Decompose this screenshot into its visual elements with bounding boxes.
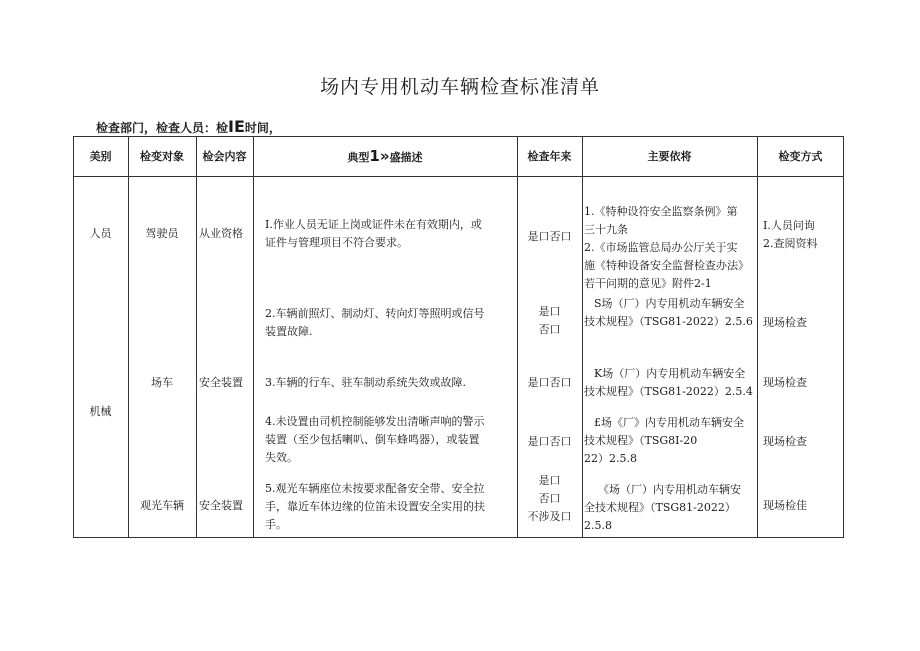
method-line: 2.查阅资料 [763,237,818,250]
meta-prefix: 检查部门，检查人员：检 [96,121,229,135]
meta-big-text: IE [228,117,245,136]
basis-line: K场（厂）内专用机动车辆安全 [594,367,746,380]
desc-line: 3.车辆的行车、驻车制动系统失效或故障. [265,376,466,389]
row3-object: 场车 [151,376,173,389]
row4-method: 现场检查 [763,435,807,448]
header-desc-suffix: 盛描述 [389,151,423,164]
row3-content: 安全装置 [199,376,243,389]
row3-result-checkbox[interactable]: 是口否口 [527,376,572,389]
document-title: 场内专用机动车辆检查标准清单 [319,76,600,98]
row2-description [265,305,485,341]
header-content: 检会内容 [202,150,247,163]
row5-method: 现场检佳 [763,499,807,512]
desc-line: 手，靠近车体边缘的位笛未设置安全实用的扶 [265,500,485,513]
basis-line: 施《特种设备安全监督检查办法》 [584,259,749,272]
basis-line: 1.《特种设符安全监察条例》第 [584,205,738,218]
basis-line: 技术规程》（TSG81-2022）2.5.6 [584,315,753,328]
row3-method: 现场检查 [763,376,807,389]
row5-basis [584,481,741,535]
row1-category: 人员 [89,227,112,240]
method-line: I.人员问询 [763,219,815,232]
basis-line: 技术规程》（TSG8I-20 [584,434,698,447]
basis-line: 《场（厂）内专用机动车辆安 [598,483,741,496]
row2-method: 现场检查 [763,316,807,329]
row3-description [265,374,466,392]
row3-basis [584,365,753,401]
row5-result-checkbox[interactable] [517,472,582,526]
basis-line: 三十九条 [584,223,628,236]
row2-result-checkbox[interactable] [517,303,582,339]
desc-line: 失效。 [265,451,298,464]
grid-line [757,136,758,538]
desc-line: 4.未设置由司机控制能够发出清晰声响的警示 [265,415,485,428]
inspection-meta-line [96,117,281,136]
result-yes[interactable]: 是口 [538,305,561,318]
basis-line: 2.5.8 [584,519,612,532]
header-method: 检变方式 [778,150,823,163]
grid-line [73,176,844,177]
grid-line [582,136,583,538]
result-yes[interactable]: 是口 [538,474,561,487]
grid-line [253,136,254,538]
row1-description [265,216,482,252]
result-not-applicable[interactable]: 不涉及口 [527,510,572,523]
desc-line: 装置故障. [265,325,313,338]
row1-content: 从业资格 [199,227,243,240]
row1-object: 驾驶员 [145,227,179,240]
row4-result-checkbox[interactable]: 是口否口 [527,435,572,448]
desc-line: I.作业人员无证上岗或证件未在有效期内，或 [265,218,482,231]
basis-line: 22）2.5.8 [584,452,637,465]
basis-line: 全技术规程》（TSG81-2022） [584,501,736,514]
row5-object: 观光车辆 [140,499,184,512]
desc-line: 2.车辆前照灯、制动灯、转向灯等照明或信号 [265,307,485,320]
grid-line [128,136,129,538]
header-desc-prefix: 典型 [347,151,370,164]
row1-method [763,217,818,253]
header-object: 检变对象 [140,150,184,163]
header-category: 美别 [89,150,112,163]
row1-result-checkbox[interactable]: 是口否口 [527,230,572,243]
result-no[interactable]: 否口 [538,492,561,505]
desc-line: 证件与管理项目不符合要求。 [265,236,408,249]
header-result: 检查年来 [527,150,572,163]
basis-line: 2.《市场监管总局办公厅关于实 [584,241,738,254]
row5-content: 安全装置 [199,499,243,512]
result-no[interactable]: 否口 [538,323,561,336]
desc-line: 手。 [265,518,287,531]
row1-basis [584,203,749,293]
grid-line [196,136,197,538]
basis-line: 若干问期的意见》附件2-1 [584,277,712,290]
header-description [253,147,517,167]
header-desc-big: 1» [369,147,390,165]
desc-line: 装置（至少包括喇叭、倒车蜂鸣器），或装置 [265,433,480,446]
row5-description [265,480,485,534]
row4-description [265,413,485,467]
row2-basis [584,295,753,331]
basis-line: £场《厂》内专用机动车辆安全 [594,416,744,429]
header-basis: 主要依将 [647,150,692,163]
basis-line: 技术规程》（TSG81-2022）2.5.4 [584,385,753,398]
group-category-machinery: 机械 [89,405,112,418]
basis-line: S场（厂）内专用机动车辆安全 [594,297,745,310]
meta-suffix: 时间， [244,121,281,135]
row4-basis [584,414,744,468]
desc-line: 5.观光车辆座位未按要求配备安全带、安全拉 [265,482,485,495]
